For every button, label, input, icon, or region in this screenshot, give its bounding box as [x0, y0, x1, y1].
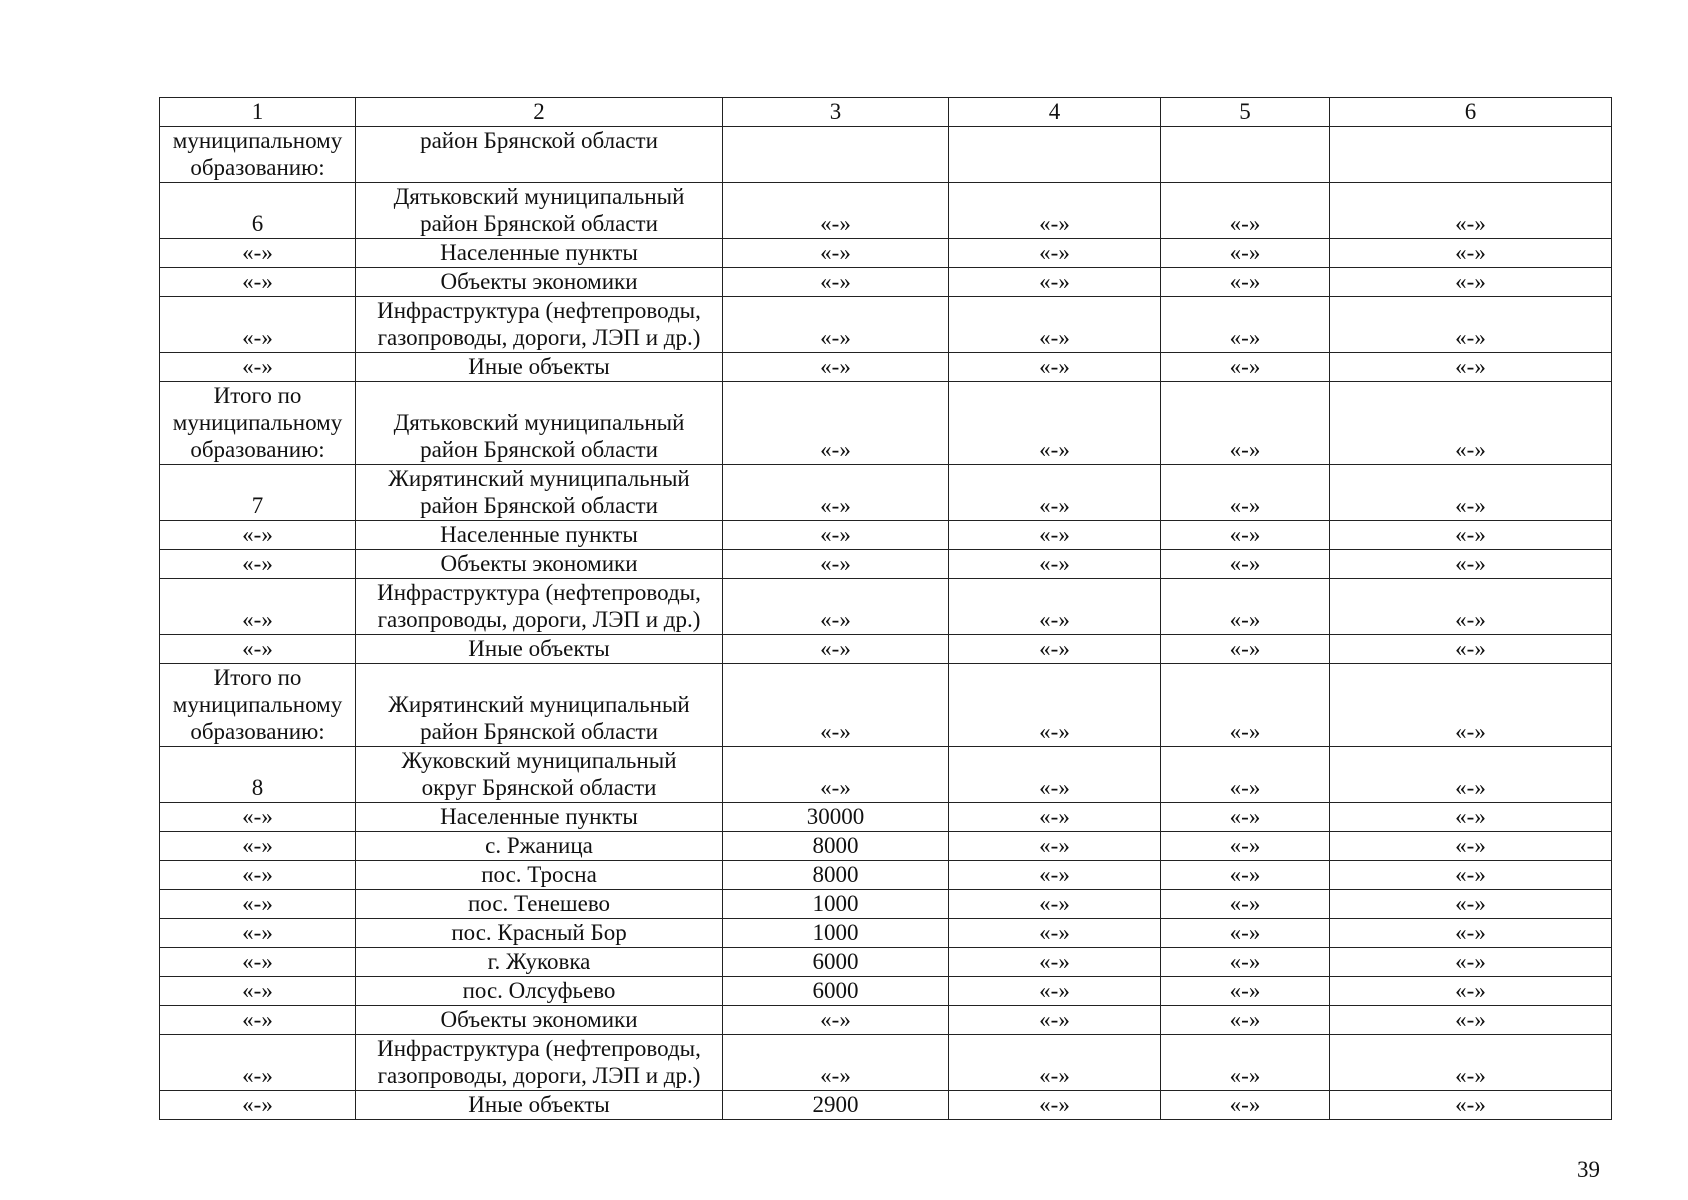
table-cell-col-3: «-» [723, 664, 949, 747]
table-cell-col-5: «-» [1161, 1035, 1330, 1091]
table-cell-col-5: «-» [1161, 550, 1330, 579]
table-cell-col-6: «-» [1330, 465, 1612, 521]
table-cell-col-4: «-» [949, 183, 1161, 239]
table-cell-col-5: «-» [1161, 861, 1330, 890]
table-row [160, 268, 1612, 297]
table-cell-col-6: «-» [1330, 550, 1612, 579]
table-row [160, 1006, 1612, 1035]
table-cell-col-5: «-» [1161, 268, 1330, 297]
table-cell-col-4: «-» [949, 861, 1161, 890]
table-cell-col-3: 8000 [723, 861, 949, 890]
table-cell-col-1: «-» [160, 239, 356, 268]
table-cell-col-5: «-» [1161, 803, 1330, 832]
table-cell-col-5: «-» [1161, 832, 1330, 861]
table-row [160, 353, 1612, 382]
table-row [160, 1091, 1612, 1120]
table-cell-col-4: «-» [949, 890, 1161, 919]
page-number: 39 [1577, 1157, 1600, 1182]
table-cell-col-3: 1000 [723, 890, 949, 919]
table-cell-col-1: «-» [160, 919, 356, 948]
table-cell-col-6: «-» [1330, 579, 1612, 635]
table-cell-col-1: «-» [160, 803, 356, 832]
table-row [160, 127, 1612, 183]
table-cell-col-3: 6000 [723, 977, 949, 1006]
table-row [160, 747, 1612, 803]
table-cell-col-6: «-» [1330, 268, 1612, 297]
table-cell-col-1: «-» [160, 521, 356, 550]
table-cell-col-3: «-» [723, 239, 949, 268]
table-row [160, 550, 1612, 579]
table-cell-col-3: «-» [723, 382, 949, 465]
table-cell-col-6: «-» [1330, 664, 1612, 747]
table-cell-col-5 [1161, 127, 1330, 183]
table-cell-col-3: 30000 [723, 803, 949, 832]
table-cell-col-1: «-» [160, 977, 356, 1006]
table-cell-col-2: Жуковский муниципальный округ Брянской области [356, 747, 723, 803]
table-cell-col-2: Объекты экономики [356, 550, 723, 579]
table-cell-col-5: «-» [1161, 521, 1330, 550]
table-cell-col-6: «-» [1330, 977, 1612, 1006]
table-cell-col-1: «-» [160, 1035, 356, 1091]
table-cell-col-1: муниципальному образованию: [160, 127, 356, 183]
table-cell-col-6: «-» [1330, 890, 1612, 919]
table-cell-col-3: 8000 [723, 832, 949, 861]
table-cell-col-3: «-» [723, 353, 949, 382]
table-cell-col-4: «-» [949, 239, 1161, 268]
table-cell-col-2: Жирятинский муниципальный район Брянской области [356, 465, 723, 521]
table-row [160, 664, 1612, 747]
table-cell-col-4: «-» [949, 550, 1161, 579]
table-cell-col-6 [1330, 127, 1612, 183]
table-cell-col-2: Инфраструктура (нефтепроводы, газопроводы, дороги, ЛЭП и др.) [356, 1035, 723, 1091]
table-row [160, 948, 1612, 977]
table-row [160, 890, 1612, 919]
table-cell-col-1: «-» [160, 353, 356, 382]
table-cell-col-5: «-» [1161, 579, 1330, 635]
table-row [160, 183, 1612, 239]
table-cell-col-1: «-» [160, 832, 356, 861]
column-number-5: 5 [1161, 98, 1330, 127]
table-cell-col-2: Объекты экономики [356, 1006, 723, 1035]
table-cell-col-2: Дятьковский муниципальный район Брянской области [356, 382, 723, 465]
table-cell-col-6: «-» [1330, 239, 1612, 268]
table-row [160, 1035, 1612, 1091]
table-cell-col-5: «-» [1161, 1091, 1330, 1120]
table-row [160, 635, 1612, 664]
table-cell-col-2: Иные объекты [356, 1091, 723, 1120]
column-number-1: 1 [160, 98, 356, 127]
table-cell-col-5: «-» [1161, 919, 1330, 948]
table-cell-col-4: «-» [949, 1091, 1161, 1120]
table-cell-col-5: «-» [1161, 635, 1330, 664]
table-cell-col-1: «-» [160, 268, 356, 297]
table-cell-col-1: «-» [160, 1091, 356, 1120]
table-cell-col-3: «-» [723, 297, 949, 353]
table-cell-col-3: «-» [723, 465, 949, 521]
table-cell-col-1: «-» [160, 861, 356, 890]
document-sheet [159, 97, 1611, 1120]
table-cell-col-3: 2900 [723, 1091, 949, 1120]
table-cell-col-2: г. Жуковка [356, 948, 723, 977]
table-cell-col-5: «-» [1161, 948, 1330, 977]
table-cell-col-1: «-» [160, 550, 356, 579]
column-number-4: 4 [949, 98, 1161, 127]
table-cell-col-2: Инфраструктура (нефтепроводы, газопроводы, дороги, ЛЭП и др.) [356, 297, 723, 353]
table-cell-col-2: Иные объекты [356, 635, 723, 664]
table-cell-col-1: 6 [160, 183, 356, 239]
table-cell-col-5: «-» [1161, 977, 1330, 1006]
table-row [160, 803, 1612, 832]
table-cell-col-1: «-» [160, 579, 356, 635]
table-cell-col-5: «-» [1161, 890, 1330, 919]
table-row [160, 465, 1612, 521]
table-cell-col-3: «-» [723, 1006, 949, 1035]
table-cell-col-1: 7 [160, 465, 356, 521]
table-cell-col-3: «-» [723, 521, 949, 550]
table-cell-col-6: «-» [1330, 521, 1612, 550]
table-cell-col-2: пос. Тенешево [356, 890, 723, 919]
table-cell-col-6: «-» [1330, 803, 1612, 832]
table-cell-col-1: Итого по муниципальному образованию: [160, 382, 356, 465]
table-cell-col-2: Населенные пункты [356, 803, 723, 832]
table-cell-col-2: Инфраструктура (нефтепроводы, газопроводы, дороги, ЛЭП и др.) [356, 579, 723, 635]
table-cell-col-2: Населенные пункты [356, 521, 723, 550]
table-cell-col-3: «-» [723, 747, 949, 803]
table-cell-col-2: Иные объекты [356, 353, 723, 382]
table-cell-col-3: «-» [723, 579, 949, 635]
table-cell-col-3: «-» [723, 268, 949, 297]
table-cell-col-4: «-» [949, 465, 1161, 521]
table-cell-col-6: «-» [1330, 832, 1612, 861]
table-cell-col-2: Объекты экономики [356, 268, 723, 297]
table-cell-col-4: «-» [949, 919, 1161, 948]
table-cell-col-2: Дятьковский муниципальный район Брянской области [356, 183, 723, 239]
table-cell-col-5: «-» [1161, 353, 1330, 382]
column-number-3: 3 [723, 98, 949, 127]
table-row [160, 579, 1612, 635]
column-number-2: 2 [356, 98, 723, 127]
table-cell-col-4: «-» [949, 579, 1161, 635]
table-cell-col-1: «-» [160, 297, 356, 353]
table-row [160, 297, 1612, 353]
table-cell-col-6: «-» [1330, 919, 1612, 948]
table-cell-col-4: «-» [949, 803, 1161, 832]
table-cell-col-4: «-» [949, 832, 1161, 861]
table-cell-col-1: 8 [160, 747, 356, 803]
table-cell-col-3: 6000 [723, 948, 949, 977]
table-cell-col-5: «-» [1161, 747, 1330, 803]
table-cell-col-6: «-» [1330, 183, 1612, 239]
table-cell-col-6: «-» [1330, 353, 1612, 382]
table-cell-col-6: «-» [1330, 948, 1612, 977]
table-cell-col-1: Итого по муниципальному образованию: [160, 664, 356, 747]
table-cell-col-5: «-» [1161, 465, 1330, 521]
table-cell-col-3: «-» [723, 183, 949, 239]
table-cell-col-6: «-» [1330, 297, 1612, 353]
table-cell-col-3 [723, 127, 949, 183]
table-row [160, 239, 1612, 268]
table-cell-col-2: пос. Красный Бор [356, 919, 723, 948]
table-cell-col-4 [949, 127, 1161, 183]
table-cell-col-4: «-» [949, 297, 1161, 353]
table-row [160, 382, 1612, 465]
table-row [160, 521, 1612, 550]
table-cell-col-3: «-» [723, 1035, 949, 1091]
table-cell-col-1: «-» [160, 1006, 356, 1035]
table-row [160, 919, 1612, 948]
table-cell-col-5: «-» [1161, 1006, 1330, 1035]
table-cell-col-5: «-» [1161, 239, 1330, 268]
table-cell-col-1: «-» [160, 890, 356, 919]
table-cell-col-6: «-» [1330, 1035, 1612, 1091]
table-cell-col-3: «-» [723, 635, 949, 664]
table-cell-col-6: «-» [1330, 1006, 1612, 1035]
table-cell-col-4: «-» [949, 635, 1161, 664]
table-cell-col-4: «-» [949, 1006, 1161, 1035]
table-cell-col-1: «-» [160, 948, 356, 977]
table-cell-col-4: «-» [949, 268, 1161, 297]
data-table [159, 97, 1612, 1120]
table-cell-col-5: «-» [1161, 183, 1330, 239]
table-cell-col-6: «-» [1330, 1091, 1612, 1120]
table-cell-col-4: «-» [949, 521, 1161, 550]
table-cell-col-6: «-» [1330, 861, 1612, 890]
table-row [160, 832, 1612, 861]
table-body [160, 127, 1612, 1120]
table-cell-col-1: «-» [160, 635, 356, 664]
table-cell-col-6: «-» [1330, 747, 1612, 803]
table-cell-col-3: «-» [723, 550, 949, 579]
table-cell-col-4: «-» [949, 977, 1161, 1006]
table-cell-col-2: район Брянской области [356, 127, 723, 183]
table-row [160, 977, 1612, 1006]
table-cell-col-2: пос. Тросна [356, 861, 723, 890]
table-cell-col-4: «-» [949, 664, 1161, 747]
table-cell-col-6: «-» [1330, 635, 1612, 664]
table-cell-col-2: Жирятинский муниципальный район Брянской области [356, 664, 723, 747]
table-cell-col-4: «-» [949, 948, 1161, 977]
table-cell-col-4: «-» [949, 382, 1161, 465]
table-cell-col-4: «-» [949, 1035, 1161, 1091]
table-cell-col-3: 1000 [723, 919, 949, 948]
table-row [160, 861, 1612, 890]
table-cell-col-5: «-» [1161, 382, 1330, 465]
table-cell-col-2: с. Ржаница [356, 832, 723, 861]
table-cell-col-2: Населенные пункты [356, 239, 723, 268]
table-cell-col-4: «-» [949, 747, 1161, 803]
table-cell-col-4: «-» [949, 353, 1161, 382]
column-number-6: 6 [1330, 98, 1612, 127]
table-cell-col-2: пос. Олсуфьево [356, 977, 723, 1006]
table-cell-col-5: «-» [1161, 664, 1330, 747]
table-cell-col-6: «-» [1330, 382, 1612, 465]
table-cell-col-5: «-» [1161, 297, 1330, 353]
header-row [160, 98, 1612, 127]
